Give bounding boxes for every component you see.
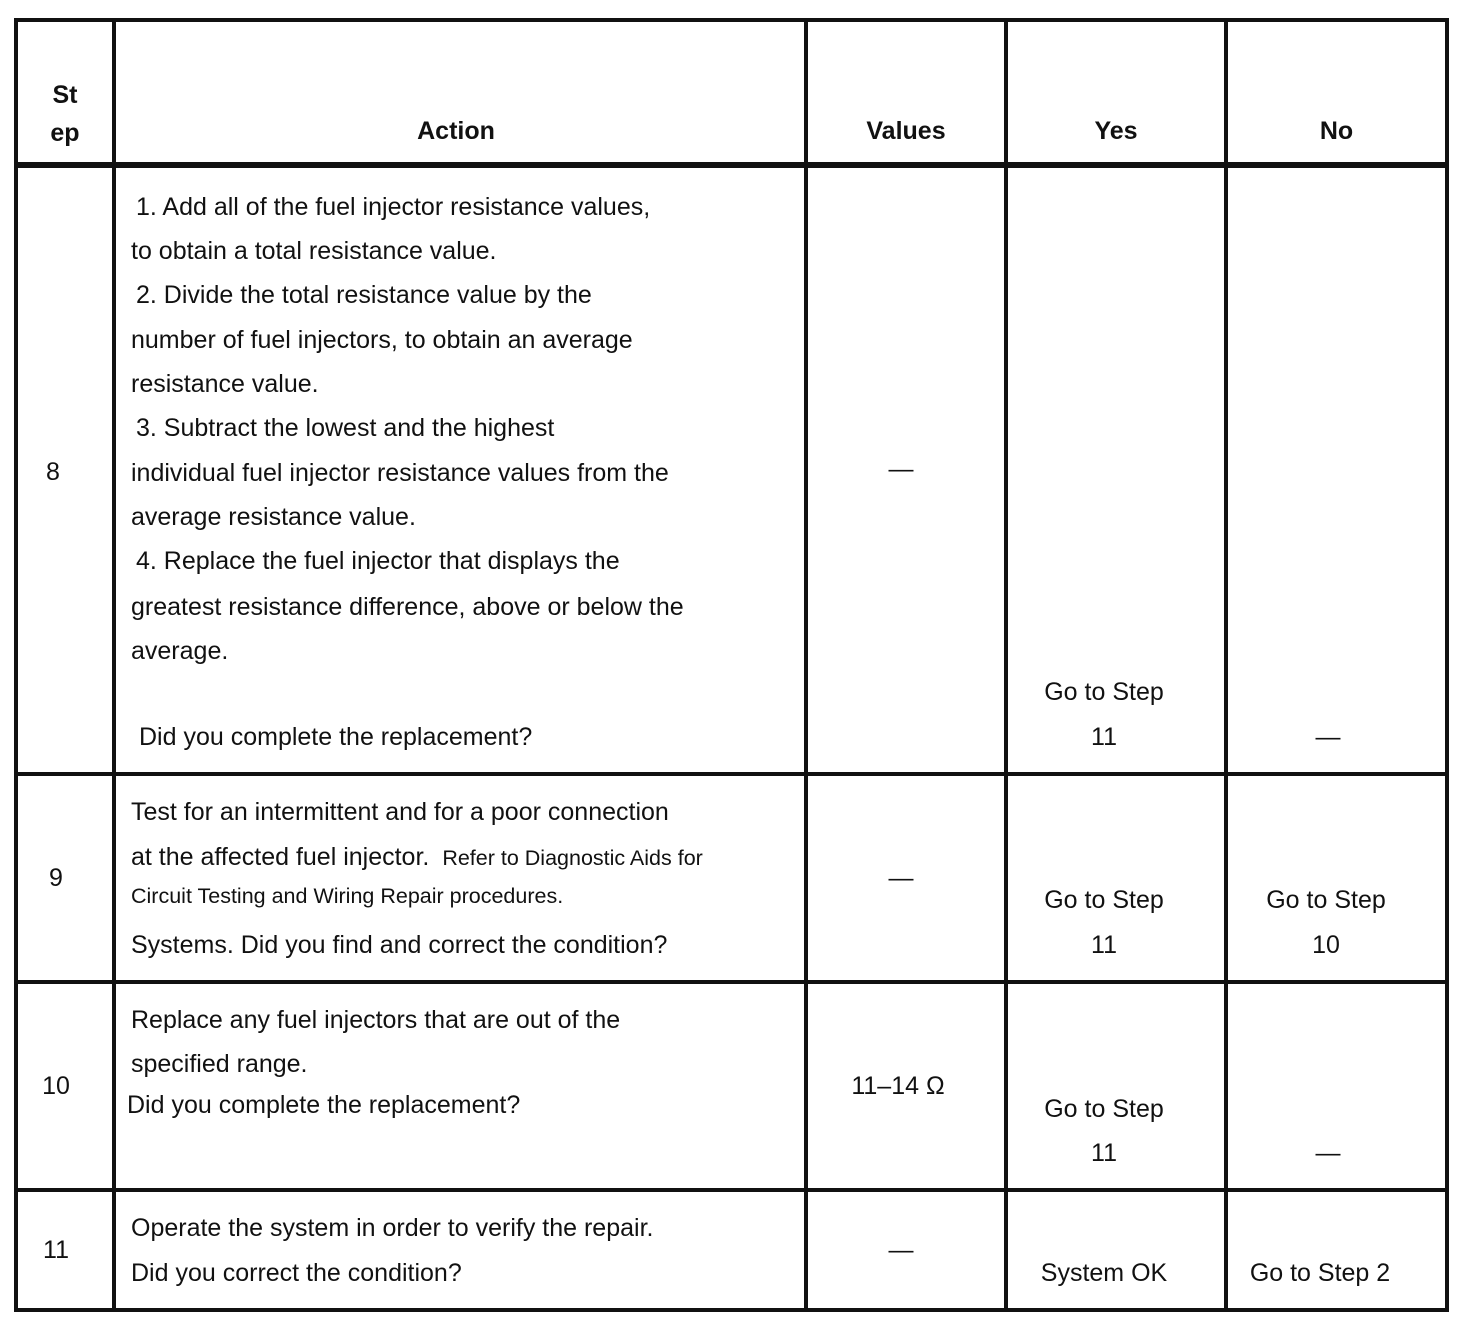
action-line: individual fuel injector resistance values from the <box>131 459 669 487</box>
row-divider <box>14 980 1449 984</box>
yes-cell-line2: 11 <box>1091 1139 1117 1167</box>
column-divider <box>112 18 116 1312</box>
action-line: Operate the system in order to verify the repair. <box>131 1214 654 1242</box>
value-cell: — <box>888 455 914 483</box>
action-line: number of fuel injectors, to obtain an average <box>131 326 633 354</box>
yes-cell-line1: Go to Step <box>1044 678 1164 706</box>
step-number: 9 <box>49 864 63 892</box>
header-step <box>18 76 112 152</box>
table-border-right <box>1445 18 1449 1312</box>
action-line: Replace any fuel injectors that are out of the <box>131 1006 621 1034</box>
column-divider <box>804 18 808 1312</box>
action-line: Did you correct the condition? <box>131 1259 462 1287</box>
action-line: average resistance value. <box>131 503 416 531</box>
yes-cell-line2: 11 <box>1091 723 1117 751</box>
table-border-top <box>14 18 1449 22</box>
header-no: No <box>1319 117 1354 145</box>
header-yes: Yes <box>1094 117 1138 145</box>
action-question: Did you complete the replacement? <box>139 723 533 751</box>
action-line: Systems. Did you find and correct the condition? <box>131 931 668 959</box>
action-reference: Refer to Diagnostic Aids for <box>442 846 703 870</box>
row-divider <box>14 1188 1449 1192</box>
no-cell: — <box>1315 723 1341 751</box>
header-values: Values <box>866 117 946 145</box>
header-step-line2: ep <box>50 119 80 147</box>
step-number: 8 <box>46 458 60 486</box>
no-cell: — <box>1315 1139 1341 1167</box>
yes-cell-line1: Go to Step <box>1044 886 1164 914</box>
no-cell: Go to Step 2 <box>1249 1259 1391 1287</box>
header-action: Action <box>417 117 495 145</box>
action-line: 4. Replace the fuel injector that displays the <box>136 547 620 575</box>
table-border-left <box>14 18 18 1312</box>
header-step-line1: St <box>52 81 78 109</box>
yes-cell-line2: 11 <box>1091 931 1117 959</box>
action-text: at the affected fuel injector. <box>131 843 430 871</box>
row-divider <box>14 772 1449 776</box>
action-line: resistance value. <box>131 370 319 398</box>
step-number: 11 <box>43 1236 69 1264</box>
table-border-bottom <box>14 1308 1449 1312</box>
value-cell: — <box>888 1236 914 1264</box>
action-reference: Circuit Testing and Wiring Repair procedures. <box>131 884 564 908</box>
action-line: 3. Subtract the lowest and the highest <box>136 414 555 442</box>
yes-cell-line1: Go to Step <box>1044 1095 1164 1123</box>
action-line: specified range. <box>131 1050 308 1078</box>
value-cell: — <box>888 864 914 892</box>
header-divider <box>14 162 1449 168</box>
action-line: 2. Divide the total resistance value by the <box>136 281 592 309</box>
action-line: to obtain a total resistance value. <box>131 237 497 265</box>
action-line: average. <box>131 637 229 665</box>
action-line: 1. Add all of the fuel injector resistance values, <box>136 193 651 221</box>
yes-cell: System OK <box>1040 1259 1168 1287</box>
diagnostic-table <box>14 18 1449 1312</box>
no-cell-line1: Go to Step <box>1266 886 1386 914</box>
no-cell-line2: 10 <box>1312 931 1340 959</box>
action-line: greatest resistance difference, above or below the <box>131 593 684 621</box>
step-number: 10 <box>42 1072 70 1100</box>
action-question: Did you complete the replacement? <box>127 1091 521 1119</box>
value-cell: 11–14 Ω <box>851 1072 945 1100</box>
column-divider <box>1224 18 1228 1312</box>
action-line: Test for an intermittent and for a poor connection <box>131 798 669 826</box>
